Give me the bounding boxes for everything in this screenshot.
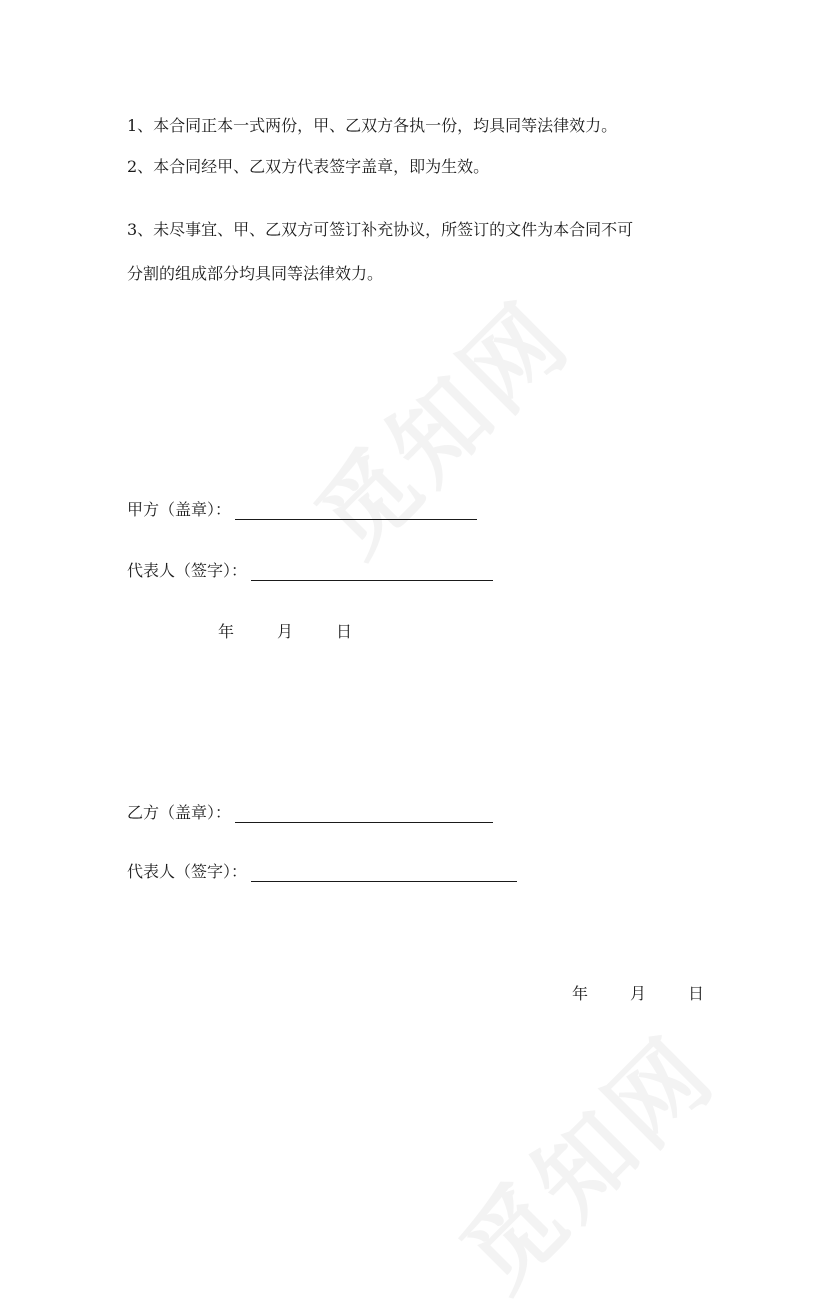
clause-1: 1、本合同正本一式两份，甲、乙双方各执一份，均具同等法律效力。 [127, 116, 618, 135]
party-a-rep-label: 代表人（签字）： [127, 561, 248, 580]
clause-2: 2、本合同经甲、乙双方代表签字盖章，即为生效。 [127, 157, 490, 176]
watermark: 觅知网 [440, 1016, 737, 1312]
party-a-date-day: 日 [336, 622, 353, 641]
party-b-rep-line[interactable] [251, 863, 517, 882]
clause-3-line-2: 分割的组成部分均具同等法律效力。 [127, 264, 384, 283]
party-b-date-year: 年 [572, 984, 589, 1003]
party-b-date [0, 984, 830, 1004]
party-b-date-day: 日 [688, 984, 705, 1003]
party-a-date-month: 月 [277, 622, 294, 641]
party-a-date [0, 622, 830, 642]
party-b-rep-label: 代表人（签字）： [127, 862, 248, 881]
party-a-rep-row [127, 561, 493, 581]
party-a-seal-label: 甲方（盖章）： [127, 500, 232, 519]
party-b-seal-label: 乙方（盖章）： [127, 803, 232, 822]
party-b-rep-row [127, 862, 517, 882]
party-a-rep-line[interactable] [251, 562, 493, 581]
party-b-date-month: 月 [630, 984, 647, 1003]
watermark: 觅知网 [295, 281, 592, 577]
party-a-date-year: 年 [218, 622, 235, 641]
clause-3-line-1: 3、未尽事宜、甲、乙双方可签订补充协议，所签订的文件为本合同不可 [127, 220, 634, 239]
party-a-seal-row [127, 500, 477, 520]
party-b-seal-row [127, 803, 493, 823]
party-b-seal-line[interactable] [235, 804, 493, 823]
party-a-seal-line[interactable] [235, 501, 477, 520]
